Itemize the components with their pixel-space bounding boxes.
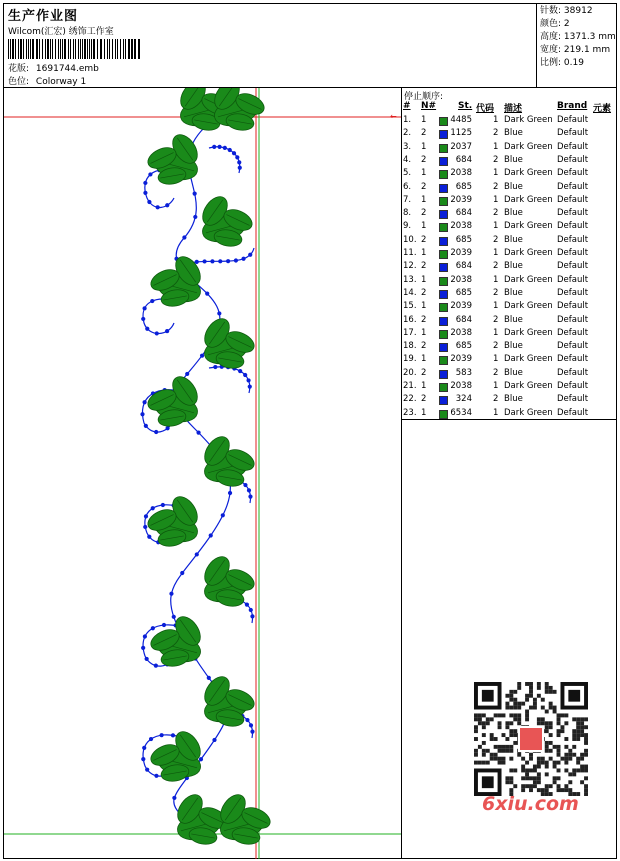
row-code: 1	[493, 354, 499, 365]
col-header-brand: Brand	[557, 101, 588, 111]
row-stitches: 684	[455, 314, 472, 325]
row-stitches: 6534	[450, 407, 472, 418]
row-needle: 1	[421, 115, 427, 125]
header-panel	[4, 4, 536, 88]
color-swatch	[439, 383, 448, 392]
color-swatch	[439, 117, 448, 126]
stat-height: 高度: 1371.3 mm	[540, 32, 616, 42]
row-code: 2	[493, 394, 499, 405]
row-description: Blue	[504, 314, 523, 325]
row-brand: Default	[557, 407, 589, 418]
barcode	[8, 39, 144, 59]
stop-sequence-panel	[402, 88, 616, 420]
row-description: Blue	[504, 208, 523, 219]
color-swatch	[439, 303, 448, 312]
table-row	[402, 288, 616, 301]
row-stitches: 684	[455, 154, 472, 165]
table-row	[402, 182, 616, 195]
row-brand: Default	[557, 115, 589, 125]
row-needle: 2	[421, 208, 427, 219]
row-code: 1	[493, 248, 499, 258]
row-needle: 1	[421, 381, 427, 391]
row-needle: 2	[421, 341, 427, 352]
row-code: 1	[493, 141, 499, 152]
stat-width: 宽度: 219.1 mm	[540, 45, 611, 55]
production-worksheet	[3, 3, 617, 859]
row-index: 11.	[403, 248, 417, 258]
row-description: Dark Green	[504, 407, 553, 418]
row-code: 1	[493, 381, 499, 391]
row-code: 2	[493, 128, 499, 139]
row-needle: 1	[421, 141, 427, 152]
color-swatch	[439, 290, 448, 299]
row-stitches: 685	[455, 341, 472, 352]
col-header-needle: N#	[421, 101, 437, 111]
row-index: 5.	[403, 168, 412, 179]
row-description: Blue	[504, 128, 523, 139]
colorway-value: Colorway 1	[35, 77, 87, 87]
row-brand: Default	[557, 287, 589, 298]
row-stitches: 324	[455, 394, 472, 405]
row-stitches: 684	[455, 261, 472, 272]
page-title: 生产作业图	[8, 9, 79, 24]
row-code: 1	[493, 407, 499, 418]
row-stitches: 2038	[450, 274, 472, 285]
row-code: 2	[493, 154, 499, 165]
row-code: 1	[493, 301, 499, 312]
row-needle: 2	[421, 314, 427, 325]
row-needle: 2	[421, 154, 427, 165]
table-row	[402, 221, 616, 234]
row-needle: 1	[421, 407, 427, 418]
row-code: 2	[493, 208, 499, 219]
col-header-code: 代码	[476, 104, 495, 114]
row-brand: Default	[557, 181, 589, 192]
col-header-index: #	[403, 101, 411, 111]
stop-sequence-title: 停止顺序:	[404, 92, 444, 102]
table-row	[402, 394, 616, 407]
row-description: Blue	[504, 154, 523, 165]
row-index: 1.	[403, 115, 412, 125]
row-stitches: 1125	[450, 128, 472, 139]
row-needle: 1	[421, 194, 427, 205]
table-row	[402, 368, 616, 381]
row-brand: Default	[557, 154, 589, 165]
color-swatch	[439, 250, 448, 259]
row-index: 9.	[403, 221, 412, 232]
row-index: 10.	[403, 234, 417, 245]
color-swatch	[439, 210, 448, 219]
stat-scale: 比例: 0.19	[540, 58, 584, 68]
row-brand: Default	[557, 208, 589, 219]
row-code: 2	[493, 314, 499, 325]
design-preview	[4, 88, 402, 859]
row-description: Dark Green	[504, 327, 553, 338]
row-code: 1	[493, 194, 499, 205]
table-row	[402, 168, 616, 181]
stat-stitches: 针数: 38912	[540, 6, 593, 16]
row-index: 15.	[403, 301, 417, 312]
row-description: Dark Green	[504, 354, 553, 365]
row-brand: Default	[557, 248, 589, 258]
row-brand: Default	[557, 367, 589, 378]
row-index: 14.	[403, 287, 417, 298]
table-row	[402, 301, 616, 314]
watermark-text: 6xiu.com	[482, 793, 579, 815]
row-description: Blue	[504, 287, 523, 298]
row-brand: Default	[557, 301, 589, 312]
row-description: Dark Green	[504, 274, 553, 285]
row-stitches: 583	[455, 367, 472, 378]
row-index: 22.	[403, 394, 417, 405]
design-value: 1691744.emb	[35, 64, 99, 74]
row-stitches: 2038	[450, 168, 472, 179]
row-brand: Default	[557, 234, 589, 245]
row-needle: 2	[421, 394, 427, 405]
row-code: 1	[493, 274, 499, 285]
table-row	[402, 408, 616, 421]
row-stitches: 685	[455, 287, 472, 298]
row-needle: 2	[421, 181, 427, 192]
row-code: 1	[493, 168, 499, 179]
row-index: 17.	[403, 327, 417, 338]
table-row	[402, 381, 616, 394]
color-swatch	[439, 277, 448, 286]
table-row	[402, 195, 616, 208]
row-description: Dark Green	[504, 194, 553, 205]
row-brand: Default	[557, 394, 589, 405]
row-stitches: 685	[455, 181, 472, 192]
row-index: 21.	[403, 381, 417, 391]
table-row	[402, 142, 616, 155]
row-index: 19.	[403, 354, 417, 365]
color-swatch	[439, 356, 448, 365]
row-stitches: 2038	[450, 381, 472, 391]
row-needle: 2	[421, 128, 427, 139]
row-needle: 1	[421, 354, 427, 365]
color-swatch	[439, 130, 448, 139]
row-description: Blue	[504, 367, 523, 378]
row-index: 18.	[403, 341, 417, 352]
row-brand: Default	[557, 261, 589, 272]
row-code: 1	[493, 115, 499, 125]
row-index: 2.	[403, 128, 412, 139]
row-brand: Default	[557, 194, 589, 205]
color-swatch	[439, 343, 448, 352]
row-code: 2	[493, 287, 499, 298]
table-row	[402, 275, 616, 288]
row-stitches: 2039	[450, 248, 472, 258]
table-row	[402, 128, 616, 141]
row-needle: 1	[421, 327, 427, 338]
table-row	[402, 155, 616, 168]
row-description: Dark Green	[504, 301, 553, 312]
color-swatch	[439, 317, 448, 326]
row-description: Dark Green	[504, 221, 553, 232]
row-needle: 1	[421, 221, 427, 232]
color-swatch	[439, 184, 448, 193]
row-stitches: 2039	[450, 354, 472, 365]
row-needle: 2	[421, 287, 427, 298]
row-code: 1	[493, 327, 499, 338]
row-stitches: 2037	[450, 141, 472, 152]
row-description: Dark Green	[504, 115, 553, 125]
row-code: 2	[493, 367, 499, 378]
color-swatch	[439, 170, 448, 179]
row-brand: Default	[557, 354, 589, 365]
row-brand: Default	[557, 327, 589, 338]
row-stitches: 4485	[450, 115, 472, 125]
row-description: Dark Green	[504, 381, 553, 391]
row-index: 23.	[403, 407, 417, 418]
row-index: 12.	[403, 261, 417, 272]
row-brand: Default	[557, 341, 589, 352]
row-stitches: 685	[455, 234, 472, 245]
color-swatch	[439, 223, 448, 232]
row-needle: 1	[421, 248, 427, 258]
row-index: 6.	[403, 181, 412, 192]
row-index: 8.	[403, 208, 412, 219]
color-swatch	[439, 237, 448, 246]
row-stitches: 2039	[450, 301, 472, 312]
row-description: Blue	[504, 394, 523, 405]
row-brand: Default	[557, 141, 589, 152]
row-code: 2	[493, 234, 499, 245]
row-description: Dark Green	[504, 141, 553, 152]
row-code: 2	[493, 181, 499, 192]
colorway-info	[8, 74, 86, 87]
row-index: 13.	[403, 274, 417, 285]
row-index: 20.	[403, 367, 417, 378]
row-needle: 2	[421, 234, 427, 245]
arrow-left-icon: ←	[390, 112, 397, 121]
color-swatch	[439, 144, 448, 153]
colorway-label: 色位:	[8, 77, 30, 87]
stat-colors: 颜色: 2	[540, 19, 570, 29]
embroidery-design	[4, 88, 402, 859]
table-row	[402, 328, 616, 341]
table-row	[402, 235, 616, 248]
table-row	[402, 248, 616, 261]
row-needle: 1	[421, 274, 427, 285]
row-index: 16.	[403, 314, 417, 325]
row-code: 1	[493, 221, 499, 232]
row-brand: Default	[557, 274, 589, 285]
color-swatch	[439, 157, 448, 166]
row-description: Blue	[504, 341, 523, 352]
row-description: Dark Green	[504, 168, 553, 179]
row-description: Blue	[504, 234, 523, 245]
row-stitches: 2038	[450, 221, 472, 232]
row-code: 2	[493, 341, 499, 352]
table-row	[402, 341, 616, 354]
table-row	[402, 261, 616, 274]
row-brand: Default	[557, 381, 589, 391]
row-index: 4.	[403, 154, 412, 165]
row-brand: Default	[557, 221, 589, 232]
table-row	[402, 115, 616, 128]
row-brand: Default	[557, 128, 589, 139]
color-swatch	[439, 263, 448, 272]
table-row	[402, 208, 616, 221]
col-header-stitches: St.	[458, 101, 473, 111]
color-swatch	[439, 370, 448, 379]
row-stitches: 684	[455, 208, 472, 219]
design-label: 花版:	[8, 64, 30, 74]
design-info	[8, 61, 99, 74]
qr-code	[474, 682, 588, 796]
color-swatch	[439, 396, 448, 405]
design-stats	[536, 4, 616, 88]
row-brand: Default	[557, 314, 589, 325]
row-stitches: 2038	[450, 327, 472, 338]
row-needle: 2	[421, 261, 427, 272]
row-index: 3.	[403, 141, 412, 152]
col-header-element: 元素	[593, 104, 612, 114]
company-name: Wilcom(汇宏) 绣饰工作室	[8, 27, 114, 37]
row-code: 2	[493, 261, 499, 272]
color-swatch	[439, 197, 448, 206]
color-swatch	[439, 330, 448, 339]
table-row	[402, 315, 616, 328]
row-needle: 2	[421, 367, 427, 378]
row-needle: 1	[421, 168, 427, 179]
row-brand: Default	[557, 168, 589, 179]
row-description: Blue	[504, 261, 523, 272]
color-swatch	[439, 410, 448, 419]
row-description: Blue	[504, 181, 523, 192]
row-needle: 1	[421, 301, 427, 312]
col-header-description: 描述	[504, 104, 523, 114]
row-description: Dark Green	[504, 248, 553, 258]
table-row	[402, 354, 616, 367]
row-stitches: 2039	[450, 194, 472, 205]
row-index: 7.	[403, 194, 412, 205]
